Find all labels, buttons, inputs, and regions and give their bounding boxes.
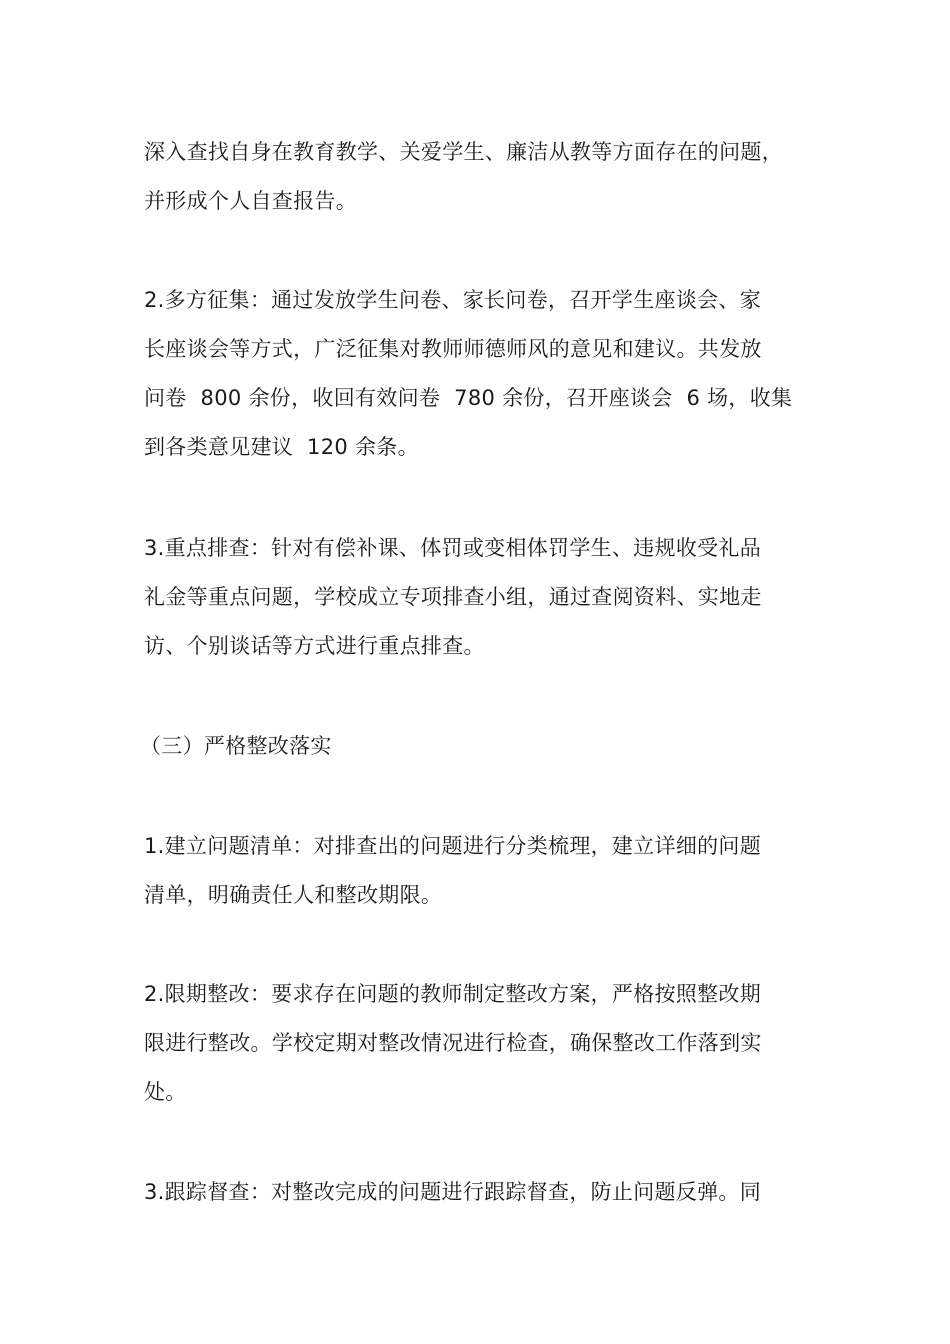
text-line: 3.重点排查：针对有偿补课、体罚或变相体罚学生、违规收受礼品 <box>144 536 762 560</box>
text-line: 问卷 800 余份，收回有效问卷 780 余份，召开座谈会 6 场，收集 <box>144 386 793 410</box>
paragraph-collection <box>144 276 824 472</box>
text-line: 限进行整改。学校定期对整改情况进行检查，确保整改工作落到实 <box>144 1031 762 1055</box>
text-line: 2.限期整改：要求存在问题的教师制定整改方案，严格按照整改期 <box>144 982 762 1006</box>
paragraph-rectification <box>144 970 824 1117</box>
paragraph-key-check <box>144 524 824 671</box>
text-line: 清单，明确责任人和整改期限。 <box>144 883 443 907</box>
paragraph-self-check <box>144 128 824 226</box>
text-line: 访、个别谈话等方式进行重点排查。 <box>144 634 485 658</box>
text-line: 3.跟踪督查：对整改完成的问题进行跟踪督查，防止问题反弹。同 <box>144 1180 762 1204</box>
text-line: 1.建立问题清单：对排查出的问题进行分类梳理，建立详细的问题 <box>144 834 762 858</box>
paragraph-problem-list <box>144 822 824 920</box>
section-heading <box>140 722 820 771</box>
text-line: 深入查找自身在教育教学、关爱学生、廉洁从教等方面存在的问题， <box>144 140 783 164</box>
text-line: 并形成个人自查报告。 <box>144 189 357 213</box>
text-line: 到各类意见建议 120 余条。 <box>144 435 419 459</box>
text-line: 礼金等重点问题，学校成立专项排查小组，通过查阅资料、实地走 <box>144 585 762 609</box>
text-line: 处。 <box>144 1080 187 1104</box>
text-line: 2.多方征集：通过发放学生问卷、家长问卷，召开学生座谈会、家 <box>144 288 762 312</box>
section-heading-text: （三）严格整改落实 <box>140 734 332 758</box>
text-line: 长座谈会等方式，广泛征集对教师师德师风的意见和建议。共发放 <box>144 337 762 361</box>
paragraph-supervision <box>144 1168 824 1217</box>
